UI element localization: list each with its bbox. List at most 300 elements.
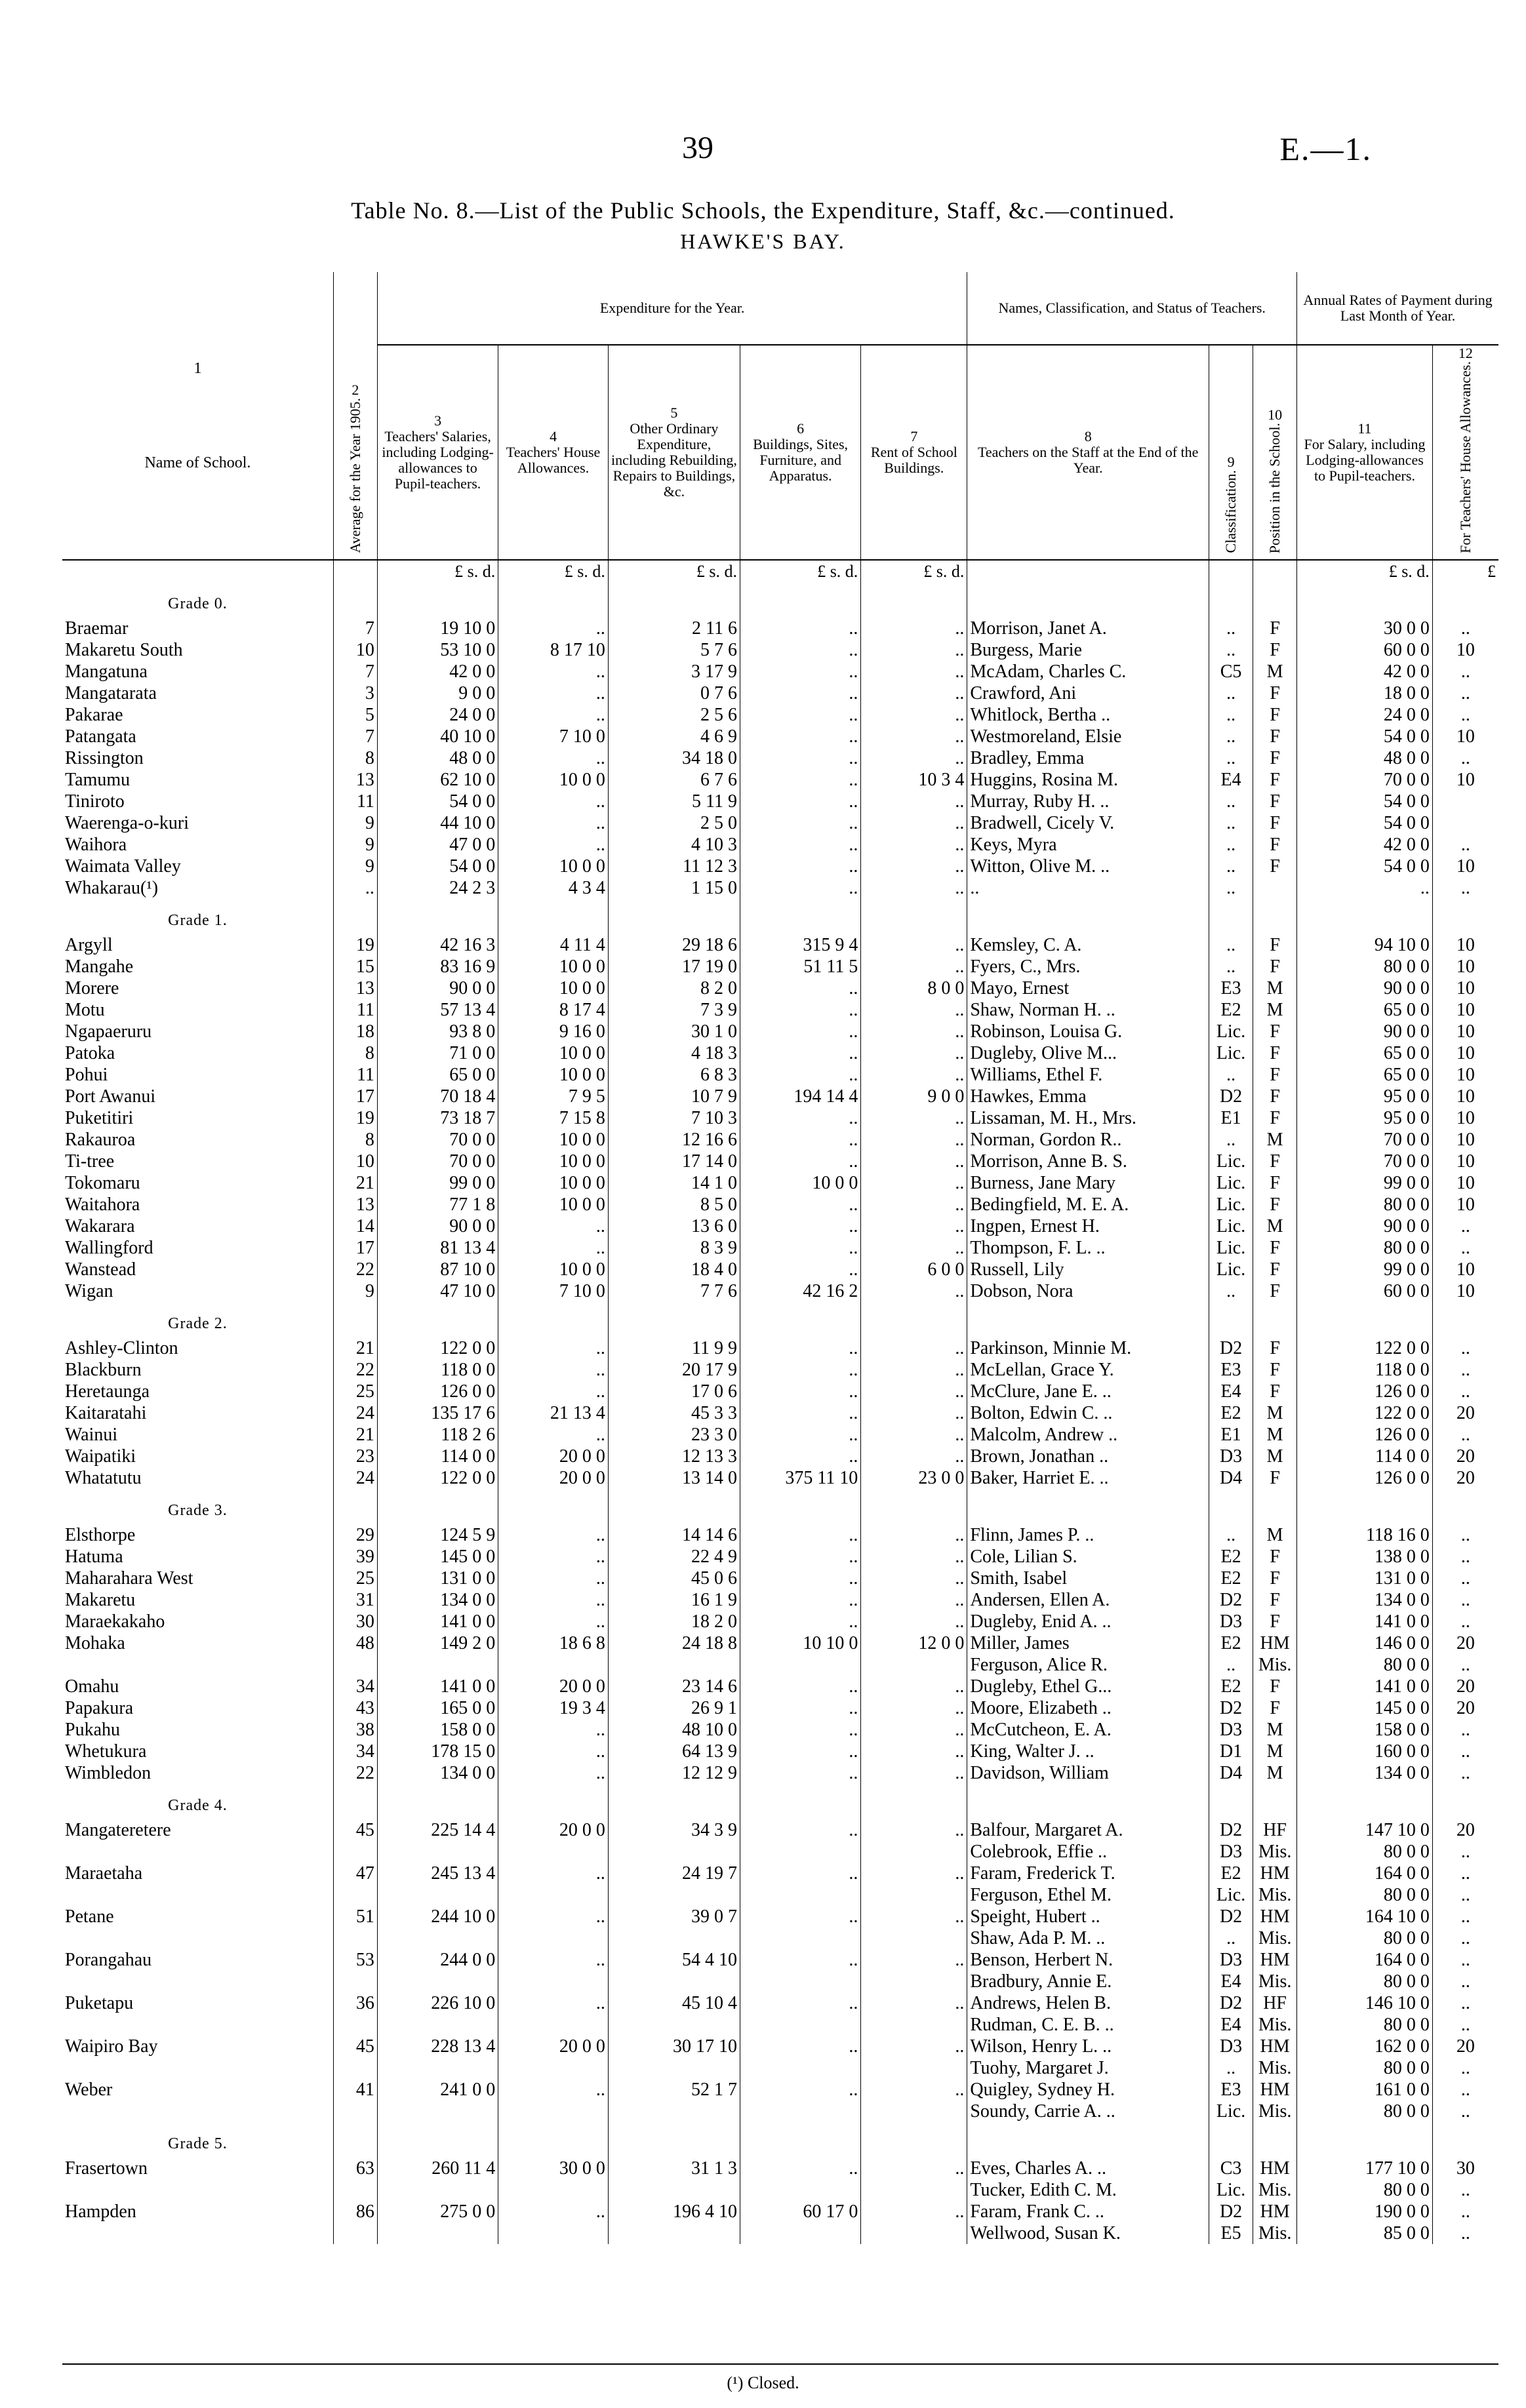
school-name: Wigan: [62, 1280, 333, 1302]
cell-rhouse: 10: [1456, 1021, 1475, 1042]
cell-sal: 145 0 0: [377, 1546, 498, 1568]
schools-table: [62, 272, 1498, 2244]
salaries-label: Teachers' Salaries, including Lodging-allowances to Pupil-teachers.: [382, 427, 494, 492]
school-name: Pukahu: [62, 1719, 333, 1741]
cell-bldg: ..: [740, 639, 860, 661]
table-row: [62, 1546, 1498, 1568]
school-name: Puketitiri: [62, 1107, 333, 1129]
cell-bldg: ..: [740, 1762, 860, 1784]
cell-house: 7 10 0: [498, 726, 609, 747]
cell-other: 45 3 3: [608, 1402, 740, 1424]
cell-teacher: Faram, Frederick T.: [967, 1863, 1209, 1884]
cell-pos: F: [1253, 704, 1297, 726]
cell-teacher: Parkinson, Minnie M.: [967, 1337, 1209, 1359]
cell-house: 10 0 0: [498, 1172, 609, 1194]
school-name: [62, 2057, 333, 2079]
cell-bldg: 51 11 5: [740, 956, 860, 977]
cell-rate: 24 0 0: [1297, 704, 1433, 726]
cell-rhouse: ..: [1460, 1971, 1470, 1992]
school-name: Kaitaratahi: [62, 1402, 333, 1424]
col-teachers-header: [967, 345, 1209, 560]
cell-bldg: 60 17 0: [740, 2201, 860, 2222]
school-name: Makaretu: [62, 1589, 333, 1611]
cell-bldg: ..: [740, 877, 860, 899]
grade-heading-spacer: [861, 2122, 967, 2158]
cell-cls: E2: [1209, 1546, 1253, 1568]
cell-bldg: ..: [740, 812, 860, 834]
cell-rhouse: ..: [1460, 1215, 1470, 1236]
table-row: [62, 834, 1498, 856]
col-num-6: 6: [797, 420, 805, 437]
cell-rate: 164 10 0: [1297, 1906, 1433, 1927]
cell-other: 7 7 6: [608, 1280, 740, 1302]
table-row: [62, 1741, 1498, 1762]
cell-cls: D4: [1209, 1762, 1253, 1784]
cell-house: [498, 1927, 609, 1949]
cell-sal: 114 0 0: [377, 1446, 498, 1467]
table-row: [62, 1949, 1498, 1971]
cell-other: 29 18 6: [608, 934, 740, 956]
cell-rate: 60 0 0: [1297, 639, 1433, 661]
table-row: [62, 1021, 1498, 1042]
col-num-9: 9: [1227, 454, 1235, 471]
cell-rent: [861, 1884, 967, 1906]
cell-sal: 90 0 0: [377, 1215, 498, 1237]
cell-bldg: ..: [740, 726, 860, 747]
cell-sal: 241 0 0: [377, 2079, 498, 2101]
table-row: [62, 791, 1498, 812]
cell-bldg: ..: [740, 1524, 860, 1546]
grade-heading-spacer: [1209, 899, 1253, 934]
cell-cls: E3: [1209, 1359, 1253, 1381]
cell-other: [608, 2057, 740, 2079]
cell-sal: [377, 1971, 498, 1992]
cell-sal: 70 0 0: [377, 1151, 498, 1172]
school-name: Mangatuna: [62, 661, 333, 682]
cell-cls: ..: [1209, 704, 1253, 726]
cell-sal: 73 18 7: [377, 1107, 498, 1129]
cell-other: 14 1 0: [608, 1172, 740, 1194]
cell-rhouse: ..: [1460, 1863, 1470, 1884]
cell-avg: 53: [333, 1949, 377, 1971]
cell-house: 20 0 0: [498, 1819, 609, 1841]
cell-other: 2 5 6: [608, 704, 740, 726]
school-name: Maraetaha: [62, 1863, 333, 1884]
cell-rhouse: ..: [1460, 2101, 1470, 2122]
cell-sal: 70 18 4: [377, 1086, 498, 1107]
cell-other: 30 1 0: [608, 1021, 740, 1042]
cell-sal: [377, 2057, 498, 2079]
grade-heading: Grade 4.: [62, 1784, 333, 1819]
cell-teacher: Keys, Myra: [967, 834, 1209, 856]
unit-cell: [1209, 560, 1253, 582]
cell-avg: 19: [333, 1107, 377, 1129]
cell-rhouse: ..: [1460, 1568, 1470, 1589]
grade-heading: Grade 0.: [62, 582, 333, 618]
cell-bldg: [740, 2057, 860, 2079]
school-name: Porangahau: [62, 1949, 333, 1971]
cell-rent: ..: [861, 1949, 967, 1971]
school-name: Ngapaeruru: [62, 1021, 333, 1042]
school-name: Tamumu: [62, 769, 333, 791]
cell-sal: 178 15 0: [377, 1741, 498, 1762]
grade-heading-spacer: [377, 2122, 498, 2158]
cell-rate: 122 0 0: [1297, 1402, 1433, 1424]
cell-pos: F: [1253, 1381, 1297, 1402]
table-row: [62, 747, 1498, 769]
cell-house: [498, 2101, 609, 2122]
grade-heading-spacer: [1432, 1784, 1498, 1819]
cell-rate: 190 0 0: [1297, 2201, 1433, 2222]
table-row: [62, 1424, 1498, 1446]
school-name: Morere: [62, 977, 333, 999]
cell-rhouse: 20: [1456, 1467, 1475, 1488]
cell-teacher: McLellan, Grace Y.: [967, 1359, 1209, 1381]
cell-house: 7 10 0: [498, 1280, 609, 1302]
school-name: Port Awanui: [62, 1086, 333, 1107]
cell-other: 39 0 7: [608, 1906, 740, 1927]
school-name: Blackburn: [62, 1359, 333, 1381]
cell-bldg: ..: [740, 1402, 860, 1424]
cell-cls: D3: [1209, 1719, 1253, 1741]
cell-rate: 118 16 0: [1297, 1524, 1433, 1546]
cell-pos: M: [1253, 1719, 1297, 1741]
cell-rate: ..: [1297, 877, 1433, 899]
cell-avg: 51: [333, 1906, 377, 1927]
cell-rhouse: 20: [1456, 1446, 1475, 1467]
grade-heading-row: [62, 1302, 1498, 1337]
table-row: [62, 618, 1498, 639]
col-num-3: 3: [434, 412, 442, 429]
cell-rhouse: ..: [1460, 2179, 1470, 2200]
cell-cls: ..: [1209, 2057, 1253, 2079]
table-row: [62, 2057, 1498, 2079]
cell-rent: ..: [861, 661, 967, 682]
cell-rate: 141 0 0: [1297, 1676, 1433, 1697]
cell-teacher: Dugleby, Ethel G...: [967, 1676, 1209, 1697]
grade-heading-spacer: [608, 899, 740, 934]
cell-house: [498, 1884, 609, 1906]
cell-other: 196 4 10: [608, 2201, 740, 2222]
school-name: Waerenga-o-kuri: [62, 812, 333, 834]
cell-other: 6 7 6: [608, 769, 740, 791]
table-row: [62, 999, 1498, 1021]
cell-cls: ..: [1209, 856, 1253, 877]
cell-rent: ..: [861, 618, 967, 639]
cell-other: 54 4 10: [608, 1949, 740, 1971]
cell-pos: Mis.: [1253, 2057, 1297, 2079]
cell-teacher: Lissaman, M. H., Mrs.: [967, 1107, 1209, 1129]
cell-house: ..: [498, 1906, 609, 1927]
cell-cls: D4: [1209, 1467, 1253, 1489]
cell-rent: ..: [861, 1697, 967, 1719]
cell-bldg: ..: [740, 1741, 860, 1762]
cell-rent: ..: [861, 1589, 967, 1611]
cell-teacher: Dugleby, Enid A. ..: [967, 1611, 1209, 1632]
cell-pos: M: [1253, 1524, 1297, 1546]
cell-sal: 54 0 0: [377, 856, 498, 877]
grade-heading-spacer: [608, 582, 740, 618]
cell-rent: ..: [861, 1237, 967, 1259]
grade-heading-spacer: [1253, 899, 1297, 934]
cell-sal: [377, 2222, 498, 2244]
cell-teacher: McClure, Jane E. ..: [967, 1381, 1209, 1402]
cell-sal: 134 0 0: [377, 1762, 498, 1784]
cell-pos: F: [1253, 1359, 1297, 1381]
cell-rent: ..: [861, 1151, 967, 1172]
cell-rhouse: 10: [1456, 1194, 1475, 1215]
cell-teacher: Baker, Harriet E. ..: [967, 1467, 1209, 1489]
cell-house: 10 0 0: [498, 977, 609, 999]
cell-cls: Lic.: [1209, 1884, 1253, 1906]
grade-heading-spacer: [377, 899, 498, 934]
cell-bldg: ..: [740, 661, 860, 682]
cell-bldg: 42 16 2: [740, 1280, 860, 1302]
school-name: [62, 2179, 333, 2201]
cell-rate: 131 0 0: [1297, 1568, 1433, 1589]
cell-other: 4 10 3: [608, 834, 740, 856]
cell-rhouse: 20: [1456, 1697, 1475, 1718]
cell-avg: 24: [333, 1467, 377, 1489]
cell-rhouse: 20: [1456, 1402, 1475, 1423]
cell-cls: Lic.: [1209, 1151, 1253, 1172]
cell-rhouse: 10: [1456, 1042, 1475, 1063]
table-row: [62, 1042, 1498, 1064]
cell-sal: 70 0 0: [377, 1129, 498, 1151]
table-row: [62, 877, 1498, 899]
cell-pos: F: [1253, 934, 1297, 956]
cell-avg: 5: [333, 704, 377, 726]
cell-rate: 90 0 0: [1297, 1215, 1433, 1237]
grade-heading-spacer: [377, 1302, 498, 1337]
cell-house: 18 6 8: [498, 1632, 609, 1654]
school-name: Tiniroto: [62, 791, 333, 812]
cell-cls: Lic.: [1209, 1237, 1253, 1259]
cell-avg: 3: [333, 682, 377, 704]
cell-house: [498, 2014, 609, 2036]
cell-sal: [377, 1927, 498, 1949]
cell-teacher: Shaw, Norman H. ..: [967, 999, 1209, 1021]
grade-heading-spacer: [1432, 582, 1498, 618]
cell-pos: F: [1253, 618, 1297, 639]
table-row: [62, 1762, 1498, 1784]
cell-avg: 7: [333, 661, 377, 682]
grade-heading-spacer: [1432, 2122, 1498, 2158]
table-row: [62, 1524, 1498, 1546]
cell-pos: HM: [1253, 1632, 1297, 1654]
cell-avg: [333, 1927, 377, 1949]
cell-rhouse: ..: [1460, 1611, 1470, 1632]
cell-rhouse: [1432, 791, 1498, 812]
cell-other: 8 5 0: [608, 1194, 740, 1215]
cell-bldg: ..: [740, 1337, 860, 1359]
cell-avg: 8: [333, 1042, 377, 1064]
cell-other: [608, 2179, 740, 2201]
cell-rent: [861, 2057, 967, 2079]
cell-avg: 38: [333, 1719, 377, 1741]
school-name: [62, 1841, 333, 1863]
cell-other: 13 6 0: [608, 1215, 740, 1237]
cell-cls: E4: [1209, 1381, 1253, 1402]
table-row: [62, 1381, 1498, 1402]
cell-other: 24 19 7: [608, 1863, 740, 1884]
cell-bldg: ..: [740, 1021, 860, 1042]
cell-house: ..: [498, 661, 609, 682]
cell-house: 20 0 0: [498, 1446, 609, 1467]
cell-teacher: Faram, Frank C. ..: [967, 2201, 1209, 2222]
cell-house: 4 11 4: [498, 934, 609, 956]
cell-bldg: ..: [740, 1215, 860, 1237]
cell-avg: 48: [333, 1632, 377, 1654]
cell-house: 10 0 0: [498, 1042, 609, 1064]
cell-bldg: [740, 2101, 860, 2122]
col-other-header: [608, 345, 740, 560]
cell-other: 52 1 7: [608, 2079, 740, 2101]
cell-sal: 126 0 0: [377, 1381, 498, 1402]
cell-sal: [377, 1654, 498, 1676]
school-name: Weber: [62, 2079, 333, 2101]
table-row: [62, 1446, 1498, 1467]
cell-rate: 80 0 0: [1297, 2014, 1433, 2036]
cell-rent: ..: [861, 2036, 967, 2057]
cell-other: [608, 1841, 740, 1863]
cell-house: ..: [498, 1741, 609, 1762]
cell-avg: [333, 2222, 377, 2244]
cell-bldg: ..: [740, 1107, 860, 1129]
cell-rent: ..: [861, 1741, 967, 1762]
grade-heading-spacer: [608, 1489, 740, 1524]
cell-cls: D2: [1209, 2201, 1253, 2222]
cell-avg: 43: [333, 1697, 377, 1719]
cell-rent: ..: [861, 1611, 967, 1632]
cell-other: 1 15 0: [608, 877, 740, 899]
grade-heading-spacer: [1297, 1489, 1433, 1524]
school-name: Wakarara: [62, 1215, 333, 1237]
cell-house: ..: [498, 1762, 609, 1784]
cell-rate: 99 0 0: [1297, 1172, 1433, 1194]
cell-rent: ..: [861, 856, 967, 877]
cell-avg: 17: [333, 1237, 377, 1259]
cell-rhouse: 10: [1456, 1151, 1475, 1172]
table-title: Table No. 8.—List of the Public Schools, the Expenditure, Staff, &c.—continued.: [351, 197, 1175, 224]
cell-rate: 114 0 0: [1297, 1446, 1433, 1467]
cell-avg: 10: [333, 639, 377, 661]
cell-cls: E3: [1209, 977, 1253, 999]
table-row: [62, 1992, 1498, 2014]
cell-bldg: 194 14 4: [740, 1086, 860, 1107]
table-row: [62, 1337, 1498, 1359]
cell-cls: D3: [1209, 2036, 1253, 2057]
cell-avg: 25: [333, 1381, 377, 1402]
cell-avg: 18: [333, 1021, 377, 1042]
cell-teacher: Cole, Lilian S.: [967, 1546, 1209, 1568]
cell-rent: ..: [861, 747, 967, 769]
cell-other: 11 12 3: [608, 856, 740, 877]
cell-rent: ..: [861, 1021, 967, 1042]
cell-rate: 177 10 0: [1297, 2158, 1433, 2179]
cell-sal: 122 0 0: [377, 1467, 498, 1489]
cell-teacher: Norman, Gordon R..: [967, 1129, 1209, 1151]
school-name: [62, 1654, 333, 1676]
unit-cell: £ s. d.: [740, 560, 860, 582]
cell-rent: ..: [861, 1107, 967, 1129]
grade-heading-spacer: [1253, 582, 1297, 618]
cell-rhouse: 10: [1456, 1107, 1475, 1128]
grade-heading-spacer: [861, 899, 967, 934]
cell-rhouse: ..: [1460, 661, 1470, 682]
cell-rhouse: ..: [1460, 1884, 1470, 1905]
cell-other: 7 3 9: [608, 999, 740, 1021]
cell-rhouse: 10: [1456, 1280, 1475, 1301]
cell-other: 14 14 6: [608, 1524, 740, 1546]
grade-heading-spacer: [333, 1302, 377, 1337]
cell-sal: [377, 1841, 498, 1863]
cell-avg: 34: [333, 1741, 377, 1762]
cell-rent: ..: [861, 1381, 967, 1402]
cell-avg: 17: [333, 1086, 377, 1107]
cell-rate: 80 0 0: [1297, 2057, 1433, 2079]
cell-other: [608, 2014, 740, 2036]
grade-heading-spacer: [1253, 1302, 1297, 1337]
school-name: Waipatiki: [62, 1446, 333, 1467]
cell-teacher: Wellwood, Susan K.: [967, 2222, 1209, 2244]
cell-house: ..: [498, 1568, 609, 1589]
cell-house: 9 16 0: [498, 1021, 609, 1042]
cell-teacher: Ferguson, Ethel M.: [967, 1884, 1209, 1906]
grade-heading-spacer: [608, 1302, 740, 1337]
cell-house: ..: [498, 1359, 609, 1381]
cell-rate: 42 0 0: [1297, 834, 1433, 856]
cell-avg: 9: [333, 856, 377, 877]
cell-avg: 9: [333, 1280, 377, 1302]
cell-sal: 275 0 0: [377, 2201, 498, 2222]
unit-cell: [62, 560, 333, 582]
school-name: Ti-tree: [62, 1151, 333, 1172]
grade-heading-spacer: [608, 2122, 740, 2158]
cell-avg: 21: [333, 1172, 377, 1194]
cell-avg: 21: [333, 1337, 377, 1359]
cell-house: 10 0 0: [498, 1151, 609, 1172]
grade-heading-spacer: [1297, 899, 1433, 934]
unit-cell: £ s. d.: [498, 560, 609, 582]
table-row: [62, 1402, 1498, 1424]
cell-other: 16 1 9: [608, 1589, 740, 1611]
cell-rent: ..: [861, 1359, 967, 1381]
cell-other: [608, 1654, 740, 1676]
cell-cls: E2: [1209, 1402, 1253, 1424]
house-label: Teachers' House Allowances.: [506, 443, 601, 476]
cell-house: [498, 2222, 609, 2244]
grade-heading: Grade 2.: [62, 1302, 333, 1337]
table-row: [62, 2014, 1498, 2036]
cell-bldg: ..: [740, 1992, 860, 2014]
cell-rent: [861, 1971, 967, 1992]
cell-rate: 80 0 0: [1297, 1971, 1433, 1992]
unit-cell: £ s. d.: [377, 560, 498, 582]
cell-teacher: Mayo, Ernest: [967, 977, 1209, 999]
cell-cls: ..: [1209, 618, 1253, 639]
col-num-8: 8: [1084, 427, 1092, 444]
cell-rent: 6 0 0: [861, 1259, 967, 1280]
cell-rent: ..: [861, 934, 967, 956]
cell-rate: 54 0 0: [1297, 726, 1433, 747]
cell-sal: 44 10 0: [377, 812, 498, 834]
cell-house: ..: [498, 704, 609, 726]
grade-heading-row: [62, 582, 1498, 618]
cell-rent: ..: [861, 1402, 967, 1424]
col-num-7: 7: [910, 427, 918, 444]
cell-bldg: 375 11 10: [740, 1467, 860, 1489]
